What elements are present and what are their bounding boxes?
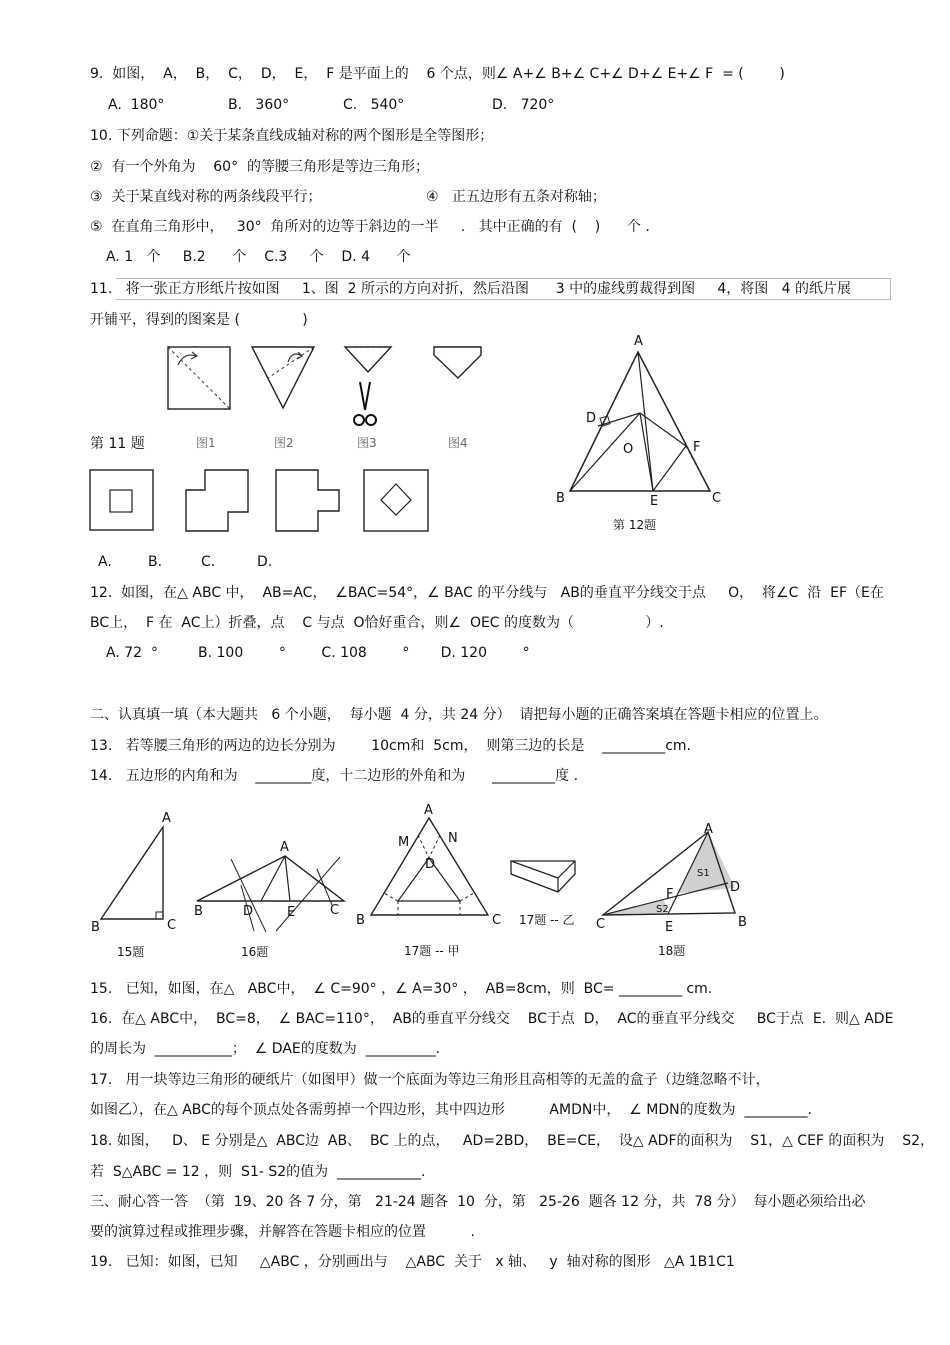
fig15-diagram [101, 827, 163, 919]
fig18-label-d: D [730, 880, 741, 895]
q10-statement-3: ③ 关于某直线对称的两条线段平行； [90, 189, 322, 205]
fig18-label-c: C [596, 917, 606, 932]
fig12-label-f: F [693, 440, 701, 455]
q16-line2: 的周长为 ___________； ∠ DAE的度数为 __________. [90, 1041, 441, 1057]
q18-line1: 18. 如图， D、 E 分别是△ ABC边 AB、 BC 上的点， AD=2BD， BE=CE， 设△ ADF的面积为 S1，△ CEF 的面积为 S2， [90, 1133, 935, 1149]
fig17b-caption: 17题 -- 乙 [519, 913, 575, 927]
q17-line2: 如图乙），在△ ABC的每个顶点处各需剪掉一个四边形，其中四边形 AMDN中， ∠ MDN的度数为 _________. [90, 1102, 812, 1118]
fig12-label-a: A [634, 334, 643, 349]
fig18-caption: 18题 [658, 944, 686, 958]
fig17a-label-b: B [356, 913, 365, 928]
q18-line2: 若 S△ABC = 12 ，则 S1- S2的值为 ____________. [90, 1164, 426, 1180]
q11-option-d: D. [257, 554, 273, 570]
q11-fig3 [345, 347, 391, 425]
fig12-caption: 第 12题 [613, 518, 657, 532]
q11-option-d-shape [364, 470, 428, 531]
q10-options: A. 1 个 B.2 个 C.3 个 D. 4 个 [106, 249, 411, 265]
fig16-label-a: A [280, 840, 289, 855]
q9-option-a: A. 180° [108, 97, 165, 113]
q11-fig4 [434, 347, 481, 378]
fig16-label-b: B [194, 904, 203, 919]
q11-fig2 [252, 347, 314, 408]
q11-option-c-shape [276, 470, 339, 531]
fig17a-label-m: M [398, 835, 410, 850]
fig15-label-a: A [162, 811, 171, 826]
q10-statement-2: ② 有一个外角为 60° 的等腰三角形是等边三角形； [90, 159, 429, 175]
section3-line2: 要的演算过程或推理步骤，并解答在答题卡相应的位置 . [90, 1224, 475, 1240]
fig17a-label-d: D [425, 857, 436, 872]
fig16-diagram [197, 856, 344, 932]
fig18-label-a: A [704, 822, 713, 837]
q11-label: 第 11 题 [90, 436, 145, 452]
q13: 13. 若等腰三角形的两边的边长分别为 10cm和 5cm， 则第三边的长是 _________cm. [90, 738, 691, 754]
fig18-label-b: B [738, 915, 747, 930]
q11-option-b: B. [148, 554, 163, 570]
section2-header: 二、认真填一填（本大题共 6 个小题， 每小题 4 分，共 24 分） 请把每小题的正确答案填在答题卡相应的位置上。 [90, 707, 828, 723]
q17-line1: 17. 用一块等边三角形的硬纸片（如图甲）做一个底面为等边三角形且高相等的无盖的盒子（边缝忽略不计， [90, 1072, 770, 1088]
section3-line1: 三、耐心答一答 （第 19、20 各 7 分，第 21-24 题各 10 分，第 25-26 题各 12 分，共 78 分） 每小题必须给出必 [90, 1194, 866, 1210]
q11-fig1-label: 图1 [196, 436, 216, 450]
q11-fig1 [168, 347, 230, 409]
q12-line2: BC上， F 在 AC上）折叠，点 C 与点 O恰好重合，则∠ OEC 的度数为（ ）. [90, 615, 664, 631]
fig17a-label-n: N [448, 831, 458, 846]
q19: 19. 已知：如图，已知 △ABC ，分别画出与 △ABC 关于 x 轴、 y 轴对称的图形 △A 1B1C1 [90, 1254, 735, 1270]
fig12-label-o: O [623, 442, 634, 457]
fig17a-label-a: A [424, 803, 433, 818]
q15: 15. 已知，如图，在△ ABC中， ∠ C=90° ，∠ A=30° ， AB=8cm，则 BC= _________ cm. [90, 981, 713, 997]
fig18-label-f: F [666, 887, 674, 902]
q16-line1: 16. 在△ ABC中， BC=8， ∠ BAC=110°， AB的垂直平分线交 BC于点 D， AC的垂直平分线交 BC于点 E. 则△ ADE [90, 1011, 894, 1027]
fig12-label-c: C [712, 491, 722, 506]
q11-stem-2: 开铺平，得到的图案是 ( ) [90, 312, 308, 328]
q9-option-c: C. 540° [343, 97, 405, 113]
q12-line1: 12. 如图，在△ ABC 中， AB=AC， ∠BAC=54°，∠ BAC 的平分线与 AB的垂直平分线交于点 O， 将∠C 沿 EF（E在 [90, 585, 884, 601]
fig18-label-s1: S1 [697, 868, 710, 879]
fig17a-caption: 17题 -- 甲 [404, 944, 460, 958]
fig16-label-c: C [330, 903, 340, 918]
q9-option-b: B. 360° [228, 97, 290, 113]
q11-fig4-label: 图4 [448, 436, 468, 450]
fig12-label-d: D [586, 411, 597, 426]
fig17b-diagram [511, 861, 575, 892]
q14: 14. 五边形的内角和为 ________度，十二边形的外角和为 _________度 . [90, 768, 579, 784]
q12-options: A. 72 ° B. 100 ° C. 108 ° D. 120 ° [106, 645, 530, 661]
q11-fig3-label: 图3 [357, 436, 377, 450]
q11-fig2-label: 图2 [274, 436, 294, 450]
fig15-label-c: C [167, 918, 177, 933]
q10-statement-5: ⑤ 在直角三角形中， 30° 角所对的边等于斜边的一半 . 其中正确的有 ( ) 个 . [90, 219, 650, 235]
fig15-label-b: B [91, 920, 100, 935]
q11-option-a-shape [90, 470, 153, 530]
fig18-label-s2: S2 [656, 904, 669, 915]
fig16-label-d: D [243, 904, 254, 919]
fig18-diagram [603, 832, 735, 915]
fig17a-label-c: C [492, 913, 502, 928]
q11-option-a: A. [98, 554, 112, 570]
q11-option-b-shape [186, 470, 248, 531]
q10-stem: 10. 下列命题：①关于某条直线成轴对称的两个图形是全等图形； [90, 128, 494, 144]
q9-option-d: D. 720° [492, 97, 555, 113]
q11-stem: 11. 将一张正方形纸片按如图 1、图 2 所示的方向对折，然后沿图 3 中的虚线剪裁得到图 4，将图 4 的纸片展 [90, 281, 851, 297]
fig15-caption: 15题 [117, 945, 145, 959]
fig16-caption: 16题 [241, 945, 269, 959]
q11-option-c: C. [201, 554, 216, 570]
fig16-label-e: E [287, 905, 296, 920]
fig18-label-e: E [665, 920, 674, 935]
fig12-label-b: B [556, 491, 565, 506]
q10-statement-4: ④ 正五边形有五条对称轴； [426, 189, 606, 205]
q9-stem: 9. 如图， A， B， C， D， E， F 是平面上的 6 个点，则∠ A+∠ B+∠ C+∠ D+∠ E+∠ F = ( ) [90, 66, 785, 82]
fig12-label-e: E [650, 494, 659, 509]
